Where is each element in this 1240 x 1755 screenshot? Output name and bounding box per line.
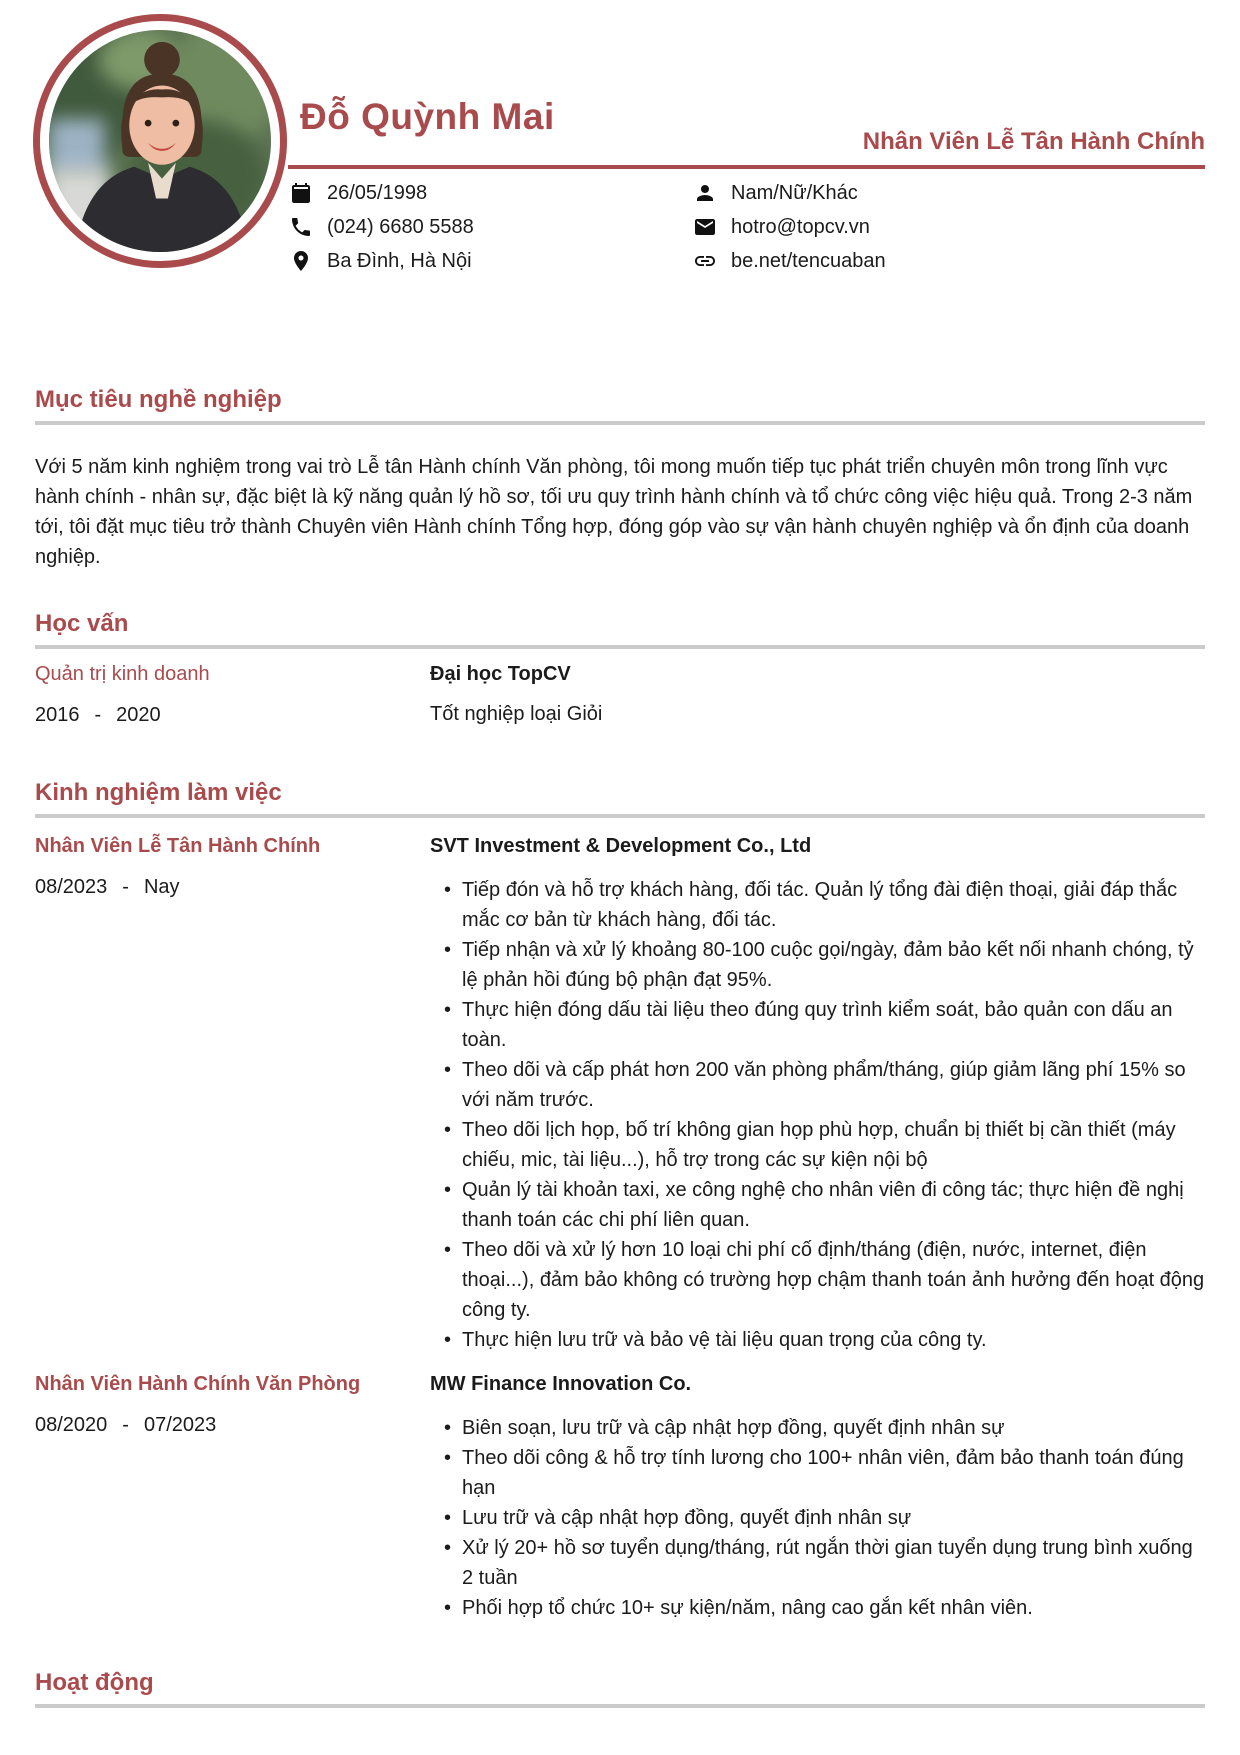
section-rule: [35, 421, 1205, 425]
period-start: 08/2023: [35, 876, 108, 898]
period-start: 08/2020: [35, 1414, 108, 1436]
contact-column-right: [692, 176, 1205, 278]
activities-section-title: Hoạt động: [35, 1669, 154, 1696]
duty-item: • Lưu trữ và cập nhật hợp đồng, quyết định nhân sự: [444, 1503, 1205, 1533]
candidate-job-title: Nhân Viên Lễ Tân Hành Chính: [862, 128, 1205, 155]
contact-info: [288, 176, 1205, 278]
location-icon: [288, 248, 314, 274]
duty-item: • Tiếp nhận và xử lý khoảng 80-100 cuộc gọi/ngày, đảm bảo kết nối nhanh chóng, tỷ lệ phản hồi đúng bộ phận đạt 95%.: [444, 935, 1205, 995]
calendar-icon: [288, 180, 314, 206]
duty-item: • Theo dõi lịch họp, bố trí không gian họp phù hợp, chuẩn bị thiết bị cần thiết (máy chiếu, mic, tài liệu...), hỗ trợ trong các sự kiện nội bộ: [444, 1115, 1205, 1175]
education-right-column: [430, 661, 1205, 728]
phone-icon: [288, 214, 314, 240]
experience-section-title: Kinh nghiệm làm việc: [35, 779, 282, 806]
objective-section-title: Mục tiêu nghề nghiệp: [35, 386, 282, 413]
job-role: Nhân Viên Lễ Tân Hành Chính: [35, 835, 321, 857]
job-entry-1: [35, 833, 1205, 1355]
section-activities: [35, 1668, 1205, 1708]
education-left-column: [35, 661, 430, 728]
duty-item: • Theo dõi và xử lý hơn 10 loại chi phí cố định/tháng (điện, nước, internet, điện thoại...), đảm bảo không có trường hợp chậm thanh toán ảnh hưởng đến hoạt động công ty.: [444, 1235, 1205, 1325]
education-school: Đại học TopCV: [430, 663, 571, 685]
section-rule: [35, 645, 1205, 649]
duty-item: • Xử lý 20+ hồ sơ tuyển dụng/tháng, rút ngắn thời gian tuyển dụng trung bình xuống 2 tuần: [444, 1533, 1205, 1593]
period-end: Nay: [143, 876, 180, 898]
duty-item: • Theo dõi công & hỗ trợ tính lương cho 100+ nhân viên, đảm bảo thanh toán đúng hạn: [444, 1443, 1205, 1503]
job-right-column: [430, 1371, 1205, 1623]
company-name: MW Finance Innovation Co.: [430, 1373, 692, 1395]
duty-item: • Tiếp đón và hỗ trợ khách hàng, đối tác. Quản lý tổng đài điện thoại, giải đáp thắc mắc cơ bản từ khách hàng, đối tác.: [444, 875, 1205, 935]
duty-item: • Thực hiện đóng dấu tài liệu theo đúng quy trình kiểm soát, bảo quản con dấu an toàn.: [444, 995, 1205, 1055]
contact-row-address: [288, 244, 692, 278]
objective-text: Với 5 năm kinh nghiệm trong vai trò Lễ tân Hành chính Văn phòng, tôi mong muốn tiếp tục phát triển chuyên môn trong lĩnh vực hành chính - nhân sự, đặc biệt là kỹ năng quản lý hồ sơ, tối ưu quy trình hành chính và tổ chức công việc hiệu quả. Trong 2-3 năm tới, tôi đặt mục tiêu trở thành Chuyên viên Hành chính Tổng hợp, đóng góp vào sự vận hành chuyên nghiệp và ổn định của doanh nghiệp.: [35, 456, 1193, 568]
period-end: 2020: [116, 704, 161, 726]
job-duty-list: [444, 875, 1205, 1355]
duty-item: • Biên soạn, lưu trữ và cập nhật hợp đồng, quyết định nhân sự: [444, 1413, 1205, 1443]
email-value: hotro@topcv.vn: [731, 215, 870, 238]
section-rule: [35, 1704, 1205, 1708]
profile-photo: [49, 30, 271, 252]
duty-item: • Quản lý tài khoản taxi, xe công nghệ cho nhân viên đi công tác; thực hiện đề nghị thanh toán các chi phí liên quan.: [444, 1175, 1205, 1235]
education-major: Quản trị kinh doanh: [35, 663, 210, 685]
phone-value: (024) 6680 5588: [327, 215, 474, 238]
job-period: [35, 874, 430, 900]
cv-body: [0, 385, 1240, 1708]
period-separator: -: [122, 876, 129, 898]
job-right-column: [430, 833, 1205, 1355]
education-period: [35, 702, 430, 728]
header-divider: [288, 165, 1205, 169]
contact-row-email: [692, 210, 1205, 244]
cv-header: [0, 0, 1240, 300]
job-left-column: [35, 1371, 430, 1623]
education-section-title: Học vấn: [35, 610, 129, 637]
job-period: [35, 1412, 430, 1438]
link-icon: [692, 248, 718, 274]
duty-item: • Phối hợp tổ chức 10+ sự kiện/năm, nâng cao gắn kết nhân viên.: [444, 1593, 1205, 1623]
period-start: 2016: [35, 704, 80, 726]
website-value: be.net/tencuaban: [731, 249, 886, 272]
section-objective: [35, 385, 1205, 572]
gender-value: Nam/Nữ/Khác: [731, 181, 858, 204]
period-end: 07/2023: [143, 1414, 217, 1436]
job-role: Nhân Viên Hành Chính Văn Phòng: [35, 1373, 361, 1395]
period-separator: -: [122, 1414, 129, 1436]
address-value: Ba Đình, Hà Nội: [327, 249, 472, 272]
education-detail: Tốt nghiệp loại Giỏi: [430, 703, 603, 725]
education-entry: [35, 661, 1205, 728]
duty-item: • Theo dõi và cấp phát hơn 200 văn phòng phẩm/tháng, giúp giảm lãng phí 15% so với năm trước.: [444, 1055, 1205, 1115]
section-education: [35, 609, 1205, 728]
profile-photo-frame: [33, 14, 287, 268]
contact-row-gender: [692, 176, 1205, 210]
job-entry-2: [35, 1371, 1205, 1623]
contact-row-website: [692, 244, 1205, 278]
job-duty-list: [444, 1413, 1205, 1623]
candidate-name: Đỗ Quỳnh Mai: [300, 96, 555, 137]
section-rule: [35, 814, 1205, 818]
envelope-icon: [692, 214, 718, 240]
contact-row-phone: [288, 210, 692, 244]
company-name: SVT Investment & Development Co., Ltd: [430, 835, 812, 857]
contact-column-left: [288, 176, 692, 278]
job-left-column: [35, 833, 430, 1355]
section-experience: [35, 778, 1205, 1623]
duty-item: • Thực hiện lưu trữ và bảo vệ tài liệu quan trọng của công ty.: [444, 1325, 1205, 1355]
period-separator: -: [94, 704, 102, 726]
person-icon: [692, 180, 718, 206]
profile-photo-illustration: [49, 30, 271, 252]
contact-row-birthday: [288, 176, 692, 210]
birthday-value: 26/05/1998: [327, 181, 428, 204]
